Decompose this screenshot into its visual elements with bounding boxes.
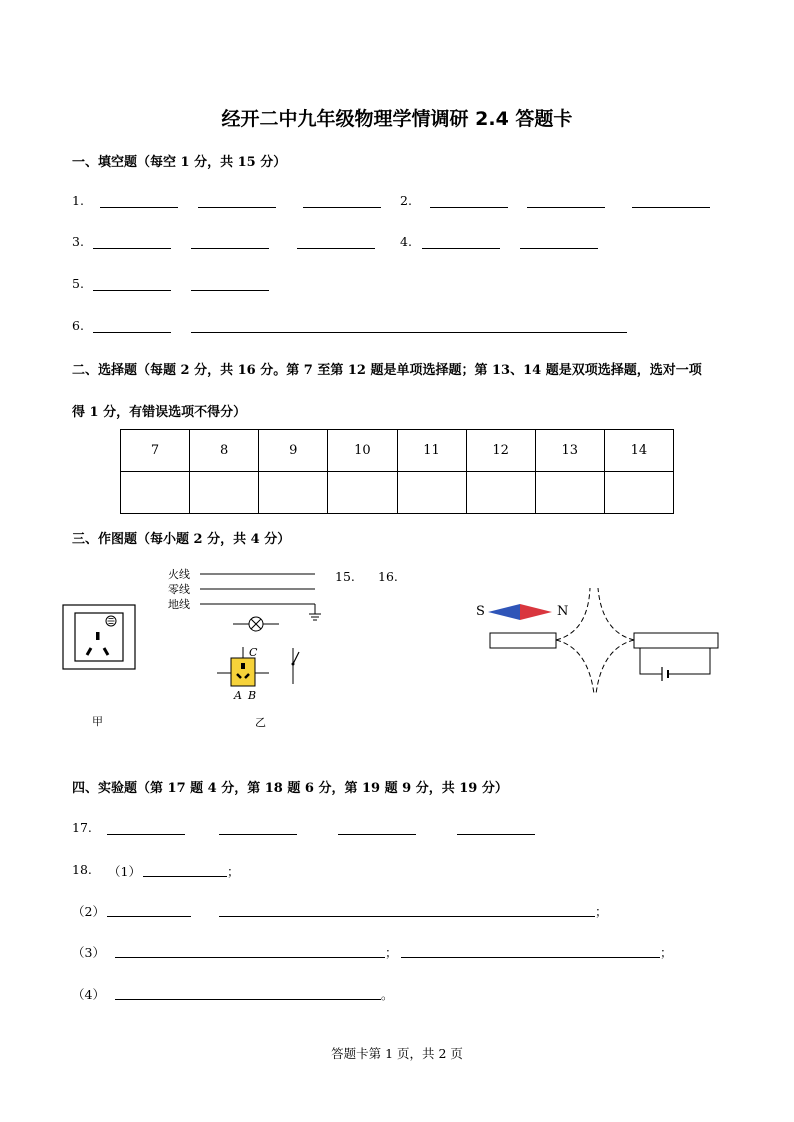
question-18-part1-label: （1） bbox=[108, 864, 141, 879]
answer-blank-18-3b[interactable] bbox=[401, 957, 660, 958]
semicolon-18-1: ； bbox=[227, 864, 240, 879]
table-header-cell: 10 bbox=[328, 430, 397, 472]
socket-label-b: B bbox=[248, 689, 257, 702]
socket-label-a: A bbox=[234, 689, 242, 702]
question-6-number: 6. bbox=[72, 318, 84, 333]
magnetic-field-figure[interactable] bbox=[470, 580, 730, 700]
answer-blank-3b[interactable] bbox=[191, 248, 269, 249]
wire-label-ground: 地线 bbox=[168, 598, 190, 611]
question-17-number: 17. bbox=[72, 820, 92, 835]
wire-label-neutral: 零线 bbox=[168, 583, 190, 596]
question-15-number: 15. bbox=[335, 569, 355, 584]
answer-blank-17d[interactable] bbox=[457, 834, 535, 835]
table-header-cell: 8 bbox=[190, 430, 259, 472]
answer-blank-6b[interactable] bbox=[191, 332, 627, 333]
answer-blank-2b[interactable] bbox=[527, 207, 605, 208]
answer-blank-4a[interactable] bbox=[422, 248, 500, 249]
answer-blank-17a[interactable] bbox=[107, 834, 185, 835]
question-18-part4-label: （4） bbox=[72, 987, 105, 1002]
answer-cell-9[interactable] bbox=[259, 472, 328, 514]
question-3-number: 3. bbox=[72, 234, 84, 249]
section-1-heading: 一、填空题（每空 1 分，共 15 分） bbox=[72, 155, 287, 170]
answer-blank-18-2a[interactable] bbox=[107, 916, 191, 917]
question-4-number: 4. bbox=[400, 234, 412, 249]
answer-cell-7[interactable] bbox=[121, 472, 190, 514]
label-jia: 甲 bbox=[92, 715, 103, 728]
page-footer: 答题卡第 1 页，共 2 页 bbox=[331, 1046, 463, 1061]
section-4-heading: 四、实验题（第 17 题 4 分，第 18 题 6 分，第 19 题 9 分，共 19 分） bbox=[72, 781, 508, 796]
question-18-part2-label: （2） bbox=[72, 904, 105, 919]
answer-blank-18-3a[interactable] bbox=[115, 957, 385, 958]
period-18-4: 。 bbox=[381, 987, 394, 1002]
question-1-number: 1. bbox=[72, 193, 84, 208]
table-header-cell: 12 bbox=[466, 430, 535, 472]
section-2-heading-line2: 得 1 分，有错误选项不得分） bbox=[72, 405, 247, 420]
section-2-heading-line1: 二、选择题（每题 2 分，共 16 分。第 7 至第 12 题是单项选择题；第 13、14 题是双项选择题，选对一项 bbox=[72, 363, 702, 378]
question-16-number: 16. bbox=[378, 569, 398, 584]
answer-blank-6a[interactable] bbox=[93, 332, 171, 333]
answer-blank-1a[interactable] bbox=[100, 207, 178, 208]
answer-blank-3a[interactable] bbox=[93, 248, 171, 249]
question-2-number: 2. bbox=[400, 193, 412, 208]
semicolon-18-3b: ； bbox=[660, 945, 673, 960]
answer-blank-1b[interactable] bbox=[198, 207, 276, 208]
answer-blank-18-2b[interactable] bbox=[219, 916, 595, 917]
page-title: 经开二中九年级物理学情调研 2.4 答题卡 bbox=[221, 108, 573, 130]
question-18-part3-label: （3） bbox=[72, 945, 105, 960]
label-yi: 乙 bbox=[255, 716, 266, 729]
magnet-label-s: S bbox=[476, 604, 485, 619]
answer-cell-8[interactable] bbox=[190, 472, 259, 514]
answer-blank-4b[interactable] bbox=[520, 248, 598, 249]
table-header-cell: 11 bbox=[397, 430, 466, 472]
answer-blank-18-1[interactable] bbox=[143, 876, 227, 877]
answer-blank-17c[interactable] bbox=[338, 834, 416, 835]
magnet-label-n: N bbox=[557, 604, 569, 619]
table-header-cell: 13 bbox=[535, 430, 604, 472]
answer-cell-14[interactable] bbox=[604, 472, 673, 514]
section-3-heading: 三、作图题（每小题 2 分，共 4 分） bbox=[72, 532, 291, 547]
answer-blank-5b[interactable] bbox=[191, 290, 269, 291]
semicolon-18-3a: ； bbox=[385, 945, 398, 960]
answer-blank-2a[interactable] bbox=[430, 207, 508, 208]
answer-cell-12[interactable] bbox=[466, 472, 535, 514]
socket-label-c: C bbox=[249, 646, 258, 659]
answer-blank-2c[interactable] bbox=[632, 207, 710, 208]
answer-cell-10[interactable] bbox=[328, 472, 397, 514]
answer-blank-3c[interactable] bbox=[297, 248, 375, 249]
table-answer-row bbox=[121, 472, 674, 514]
table-header-row bbox=[121, 430, 674, 472]
table-header-cell: 7 bbox=[121, 430, 190, 472]
wire-label-live: 火线 bbox=[168, 568, 190, 581]
answer-blank-5a[interactable] bbox=[93, 290, 171, 291]
answer-blank-18-4[interactable] bbox=[115, 999, 381, 1000]
socket-figure-jia[interactable] bbox=[62, 604, 136, 670]
question-5-number: 5. bbox=[72, 276, 84, 291]
table-header-cell: 9 bbox=[259, 430, 328, 472]
choice-answer-table bbox=[120, 429, 674, 514]
answer-blank-17b[interactable] bbox=[219, 834, 297, 835]
answer-cell-11[interactable] bbox=[397, 472, 466, 514]
semicolon-18-2: ； bbox=[595, 904, 608, 919]
answer-blank-1c[interactable] bbox=[303, 207, 381, 208]
question-18-number: 18. bbox=[72, 862, 92, 877]
answer-cell-13[interactable] bbox=[535, 472, 604, 514]
wiring-diagram-yi[interactable] bbox=[195, 566, 330, 691]
table-header-cell: 14 bbox=[604, 430, 673, 472]
